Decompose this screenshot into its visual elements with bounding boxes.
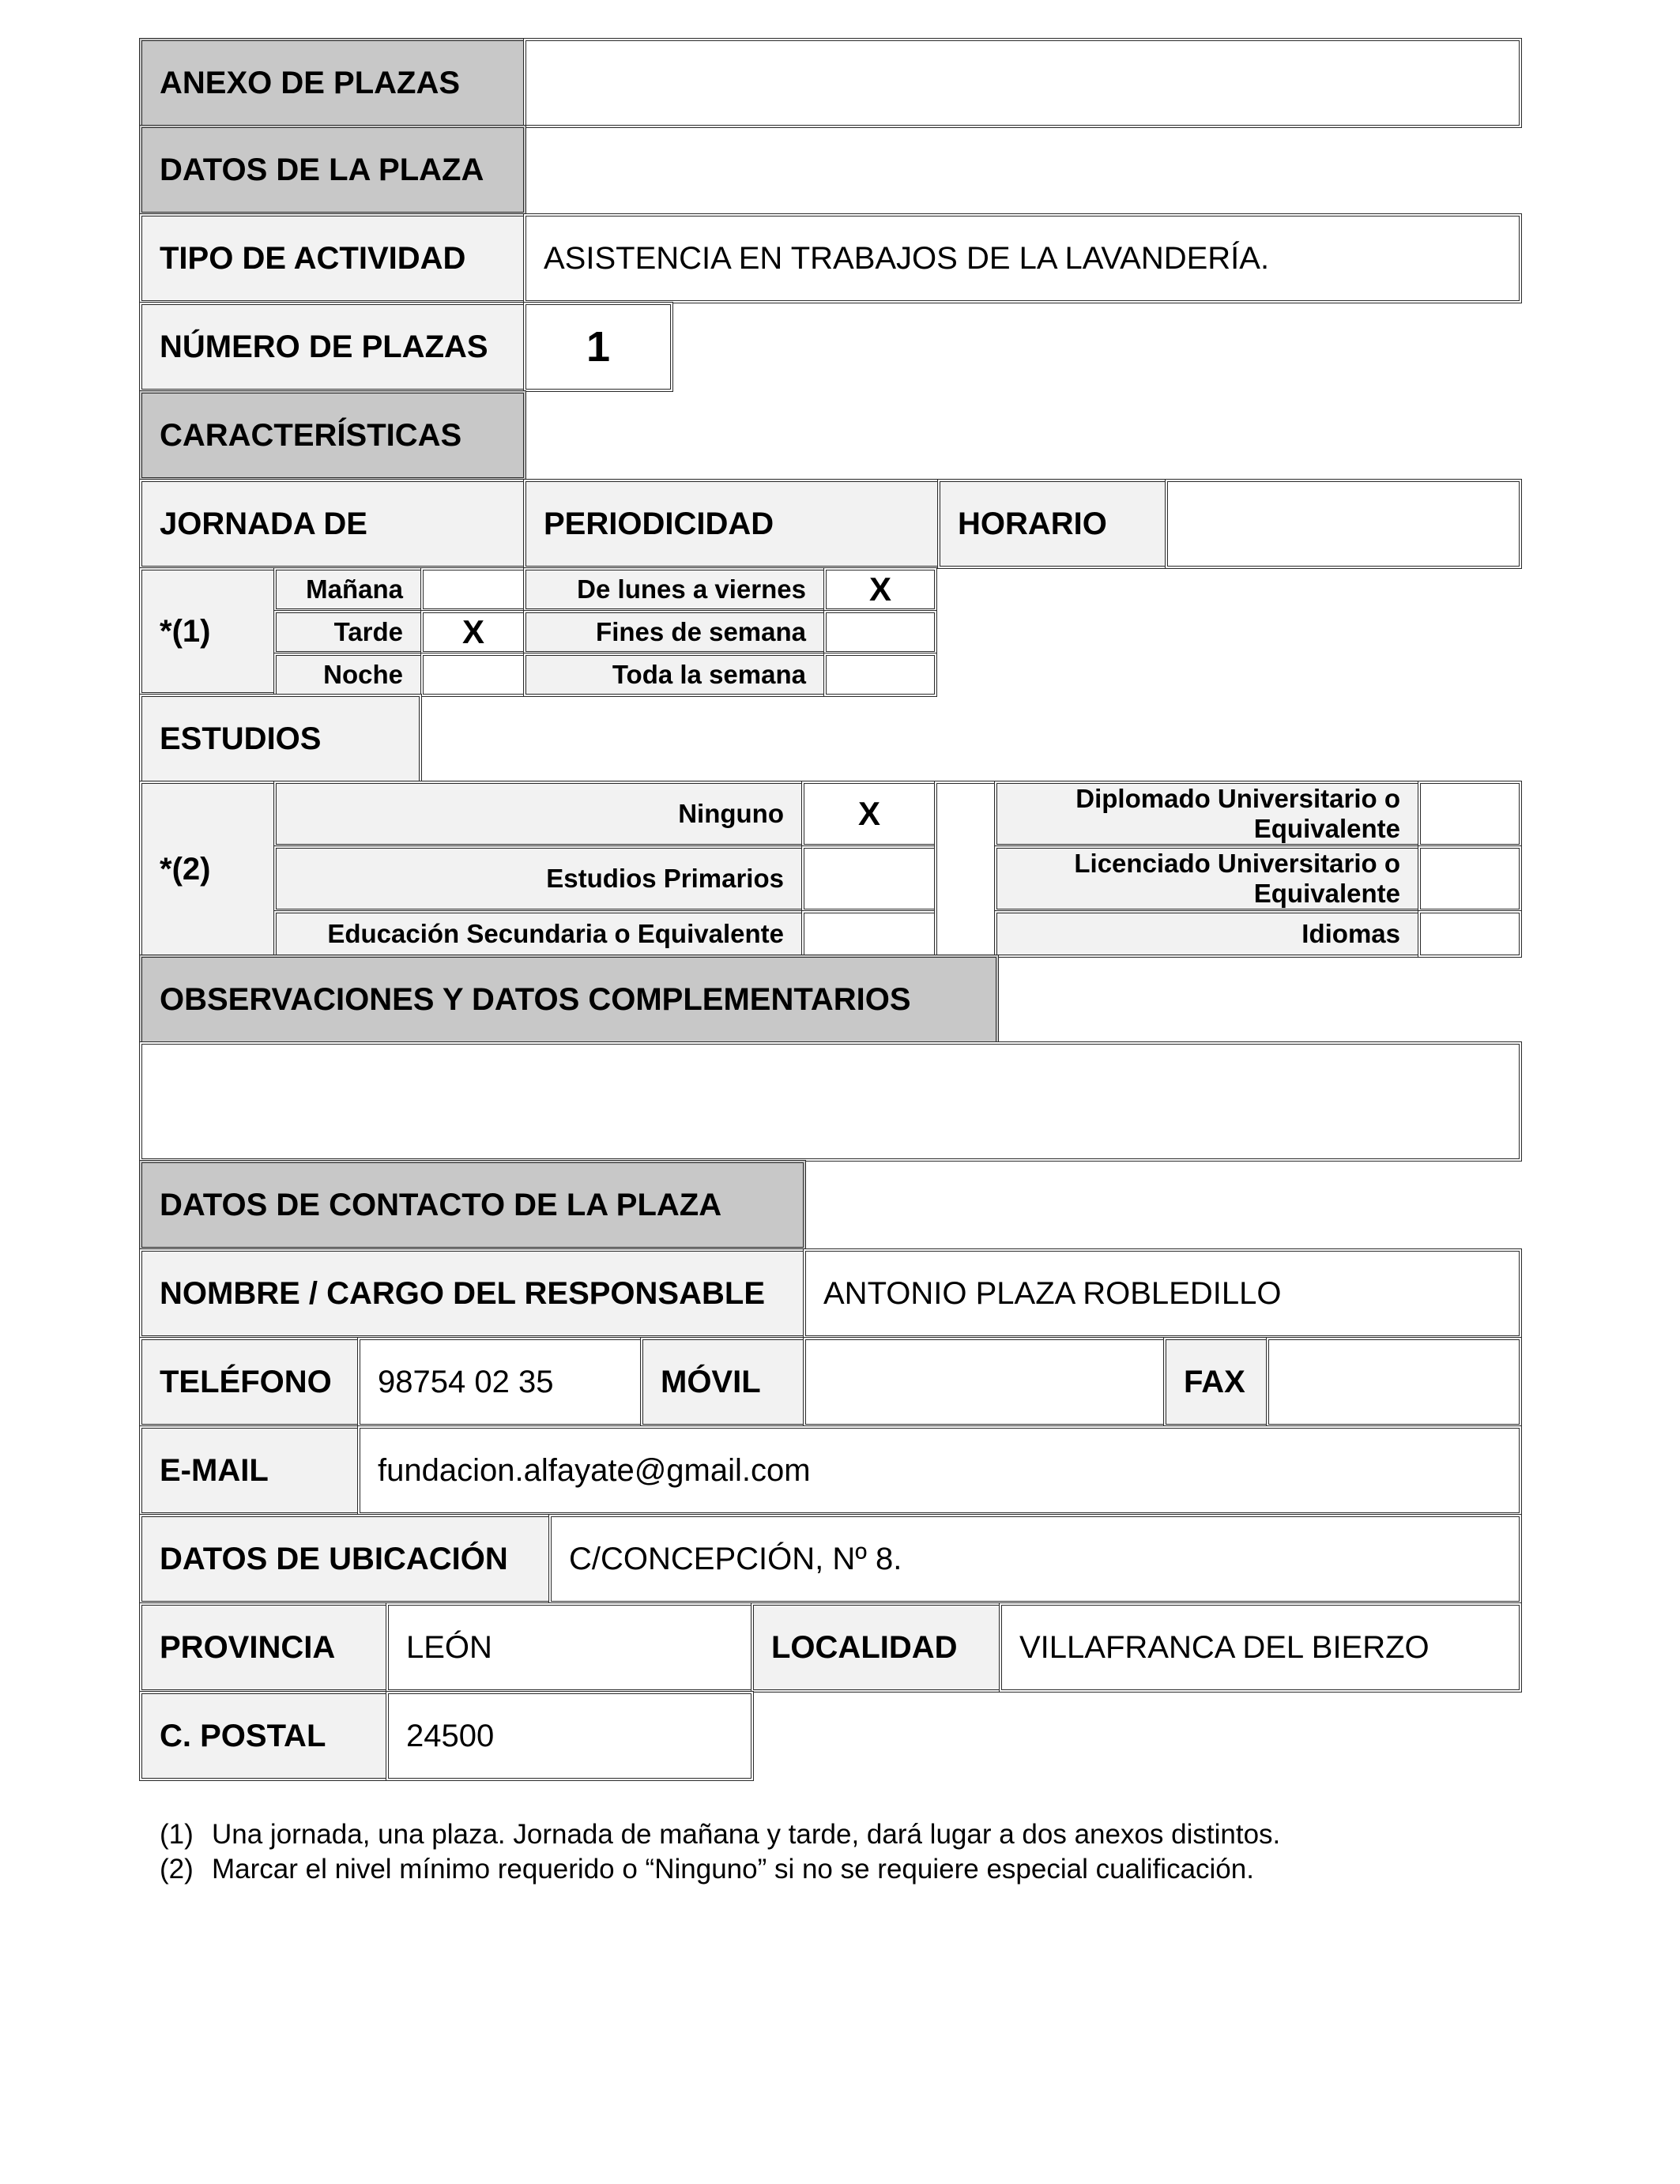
estudios-diplomado-label: Diplomado Universitario o Equivalente [994, 781, 1421, 847]
jornada-tarde-label: Tarde [273, 610, 424, 654]
jornada-label: JORNADA DE [139, 479, 526, 569]
estudios-label: ESTUDIOS [139, 694, 422, 784]
footnote-2-number: (2) [160, 1854, 194, 1885]
horario-label: HORARIO [937, 479, 1168, 569]
datos-plaza-label: DATOS DE LA PLAZA [139, 125, 526, 215]
periodicidad-lunes-viernes-label: De lunes a viernes [523, 567, 827, 612]
footnote-1-text: Una jornada, una plaza. Jornada de mañana y tarde, dará lugar a dos anexos distintos. [212, 1819, 1281, 1850]
estudios-primarios-label: Estudios Primarios [273, 845, 804, 912]
estudios-secundaria-checkbox[interactable] [801, 910, 937, 958]
responsable-label: NOMBRE / CARGO DEL RESPONSABLE [139, 1248, 806, 1339]
horario-field[interactable] [1165, 479, 1522, 569]
jornada-noche-label: Noche [273, 653, 424, 697]
periodicidad-toda-semana-label: Toda la semana [523, 653, 827, 697]
contacto-label: DATOS DE CONTACTO DE LA PLAZA [139, 1160, 806, 1250]
estudios-ninguno-label: Ninguno [273, 781, 804, 847]
tipo-actividad-field[interactable]: ASISTENCIA EN TRABAJOS DE LA LAVANDERÍA. [523, 213, 1522, 303]
codigo-postal-label: C. POSTAL [139, 1691, 389, 1781]
observaciones-field[interactable] [139, 1041, 1522, 1162]
periodicidad-fines-semana-label: Fines de semana [523, 610, 827, 654]
ubicacion-label: DATOS DE UBICACIÓN [139, 1514, 552, 1604]
footnote-2 [160, 1854, 1254, 1885]
jornada-tarde-checkbox[interactable]: X [420, 610, 526, 654]
email-field[interactable]: fundacion.alfayate@gmail.com [357, 1425, 1522, 1516]
periodicidad-label: PERIODICIDAD [523, 479, 940, 569]
periodicidad-toda-semana-checkbox[interactable] [823, 653, 937, 697]
ref-1-label: *(1) [139, 567, 277, 695]
provincia-field[interactable]: LEÓN [386, 1602, 754, 1693]
numero-plazas-field[interactable]: 1 [523, 302, 673, 392]
ref-2-label: *(2) [139, 781, 277, 958]
periodicidad-lunes-viernes-checkbox[interactable]: X [823, 567, 937, 612]
estudios-idiomas-label: Idiomas [994, 910, 1421, 958]
estudios-spacer [934, 781, 997, 958]
anexo-label: ANEXO DE PLAZAS [139, 38, 526, 128]
anexo-field[interactable] [523, 38, 1522, 128]
estudios-primarios-checkbox[interactable] [801, 845, 937, 912]
estudios-idiomas-checkbox[interactable] [1418, 910, 1522, 958]
footnote-2-text: Marcar el nivel mínimo requerido o “Ninguno” si no se requiere especial cualificación. [212, 1854, 1254, 1885]
footnote-1-number: (1) [160, 1819, 194, 1850]
provincia-label: PROVINCIA [139, 1602, 389, 1693]
localidad-field[interactable]: VILLAFRANCA DEL BIERZO [999, 1602, 1522, 1693]
jornada-manana-checkbox[interactable] [420, 567, 526, 612]
estudios-licenciado-checkbox[interactable] [1418, 845, 1522, 912]
jornada-noche-checkbox[interactable] [420, 653, 526, 697]
codigo-postal-field[interactable]: 24500 [386, 1691, 754, 1781]
estudios-secundaria-label: Educación Secundaria o Equivalente [273, 910, 804, 958]
caracteristicas-label: CARACTERÍSTICAS [139, 390, 526, 480]
telefono-label: TELÉFONO [139, 1337, 360, 1427]
ubicacion-field[interactable]: C/CONCEPCIÓN, Nº 8. [548, 1514, 1522, 1604]
numero-plazas-label: NÚMERO DE PLAZAS [139, 302, 526, 392]
jornada-manana-label: Mañana [273, 567, 424, 612]
localidad-label: LOCALIDAD [751, 1602, 1002, 1693]
fax-field[interactable] [1266, 1337, 1522, 1427]
estudios-diplomado-checkbox[interactable] [1418, 781, 1522, 847]
estudios-ninguno-checkbox[interactable]: X [801, 781, 937, 847]
telefono-field[interactable]: 98754 02 35 [357, 1337, 643, 1427]
email-label: E-MAIL [139, 1425, 360, 1516]
responsable-field[interactable]: ANTONIO PLAZA ROBLEDILLO [803, 1248, 1522, 1339]
tipo-actividad-label: TIPO DE ACTIVIDAD [139, 213, 526, 303]
movil-label: MÓVIL [640, 1337, 806, 1427]
periodicidad-fines-semana-checkbox[interactable] [823, 610, 937, 654]
observaciones-label: OBSERVACIONES Y DATOS COMPLEMENTARIOS [139, 955, 999, 1045]
fax-label: FAX [1163, 1337, 1269, 1427]
footnote-1 [160, 1819, 1280, 1851]
estudios-licenciado-label: Licenciado Universitario o Equivalente [994, 845, 1421, 912]
movil-field[interactable] [803, 1337, 1166, 1427]
